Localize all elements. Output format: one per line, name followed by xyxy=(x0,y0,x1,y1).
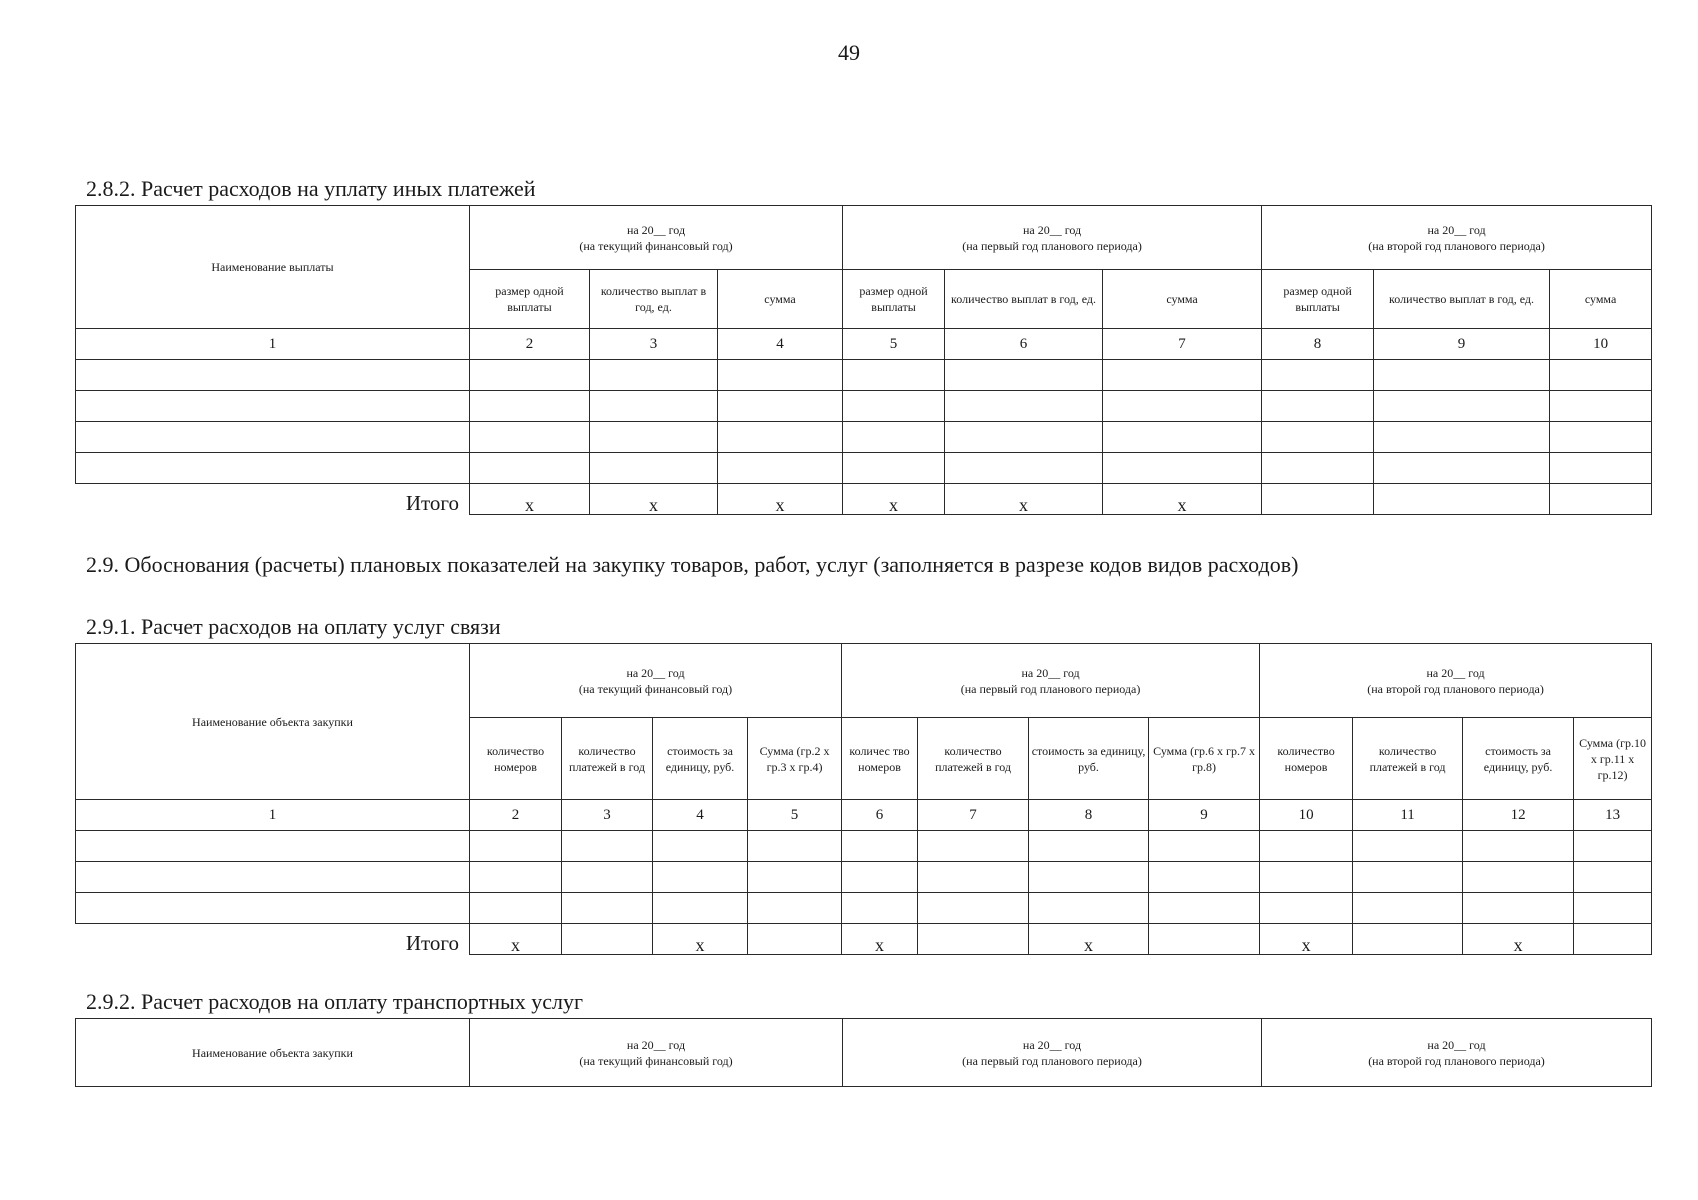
empty-cell[interactable] xyxy=(945,453,1103,484)
column-number: 13 xyxy=(1574,800,1652,831)
empty-cell[interactable] xyxy=(1149,862,1260,893)
total-row xyxy=(76,484,1652,515)
total-cell: x xyxy=(1260,924,1353,955)
total-cell: x xyxy=(1029,924,1149,955)
empty-cell[interactable] xyxy=(562,893,653,924)
empty-cell[interactable] xyxy=(470,893,562,924)
empty-cell[interactable] xyxy=(718,360,843,391)
column-number: 6 xyxy=(842,800,918,831)
empty-cell[interactable] xyxy=(653,893,748,924)
empty-cell[interactable] xyxy=(1029,862,1149,893)
total-cell: x xyxy=(945,484,1103,515)
table-transport-services xyxy=(75,1018,1652,1087)
total-row xyxy=(76,924,1652,955)
empty-cell[interactable] xyxy=(1353,893,1463,924)
empty-cell[interactable] xyxy=(748,893,842,924)
column-number: 1 xyxy=(76,329,470,360)
total-cell: x xyxy=(1103,484,1262,515)
empty-cell[interactable] xyxy=(1550,422,1652,453)
empty-cell[interactable] xyxy=(1029,893,1149,924)
empty-cell[interactable] xyxy=(1262,391,1374,422)
table-row xyxy=(76,360,1652,391)
column-number: 5 xyxy=(748,800,842,831)
empty-cell[interactable] xyxy=(470,453,590,484)
section-title-2-9-1: 2.9.1. Расчет расходов на оплату услуг связи xyxy=(86,614,501,639)
empty-cell[interactable] xyxy=(76,360,470,391)
header-object-name: Наименование объекта закупки xyxy=(76,1019,470,1087)
page-number: 49 xyxy=(838,40,860,65)
empty-cell[interactable] xyxy=(1550,360,1652,391)
column-number: 2 xyxy=(470,329,590,360)
total-cell: x xyxy=(1463,924,1574,955)
subheader-cell: количество номеров xyxy=(1260,718,1353,800)
header-period-current: на 20__ год (на текущий финансовый год) xyxy=(470,644,842,718)
column-number: 10 xyxy=(1260,800,1353,831)
empty-cell[interactable] xyxy=(1262,422,1374,453)
column-number: 6 xyxy=(945,329,1103,360)
total-cell[interactable] xyxy=(1550,484,1652,515)
total-cell[interactable] xyxy=(1374,484,1550,515)
empty-cell[interactable] xyxy=(470,422,590,453)
total-cell: x xyxy=(590,484,718,515)
empty-cell[interactable] xyxy=(1260,893,1353,924)
empty-cell[interactable] xyxy=(843,360,945,391)
subheader-cell: сумма xyxy=(718,270,843,329)
column-number: 3 xyxy=(562,800,653,831)
total-cell[interactable] xyxy=(562,924,653,955)
empty-cell[interactable] xyxy=(76,453,470,484)
total-cell[interactable] xyxy=(1149,924,1260,955)
empty-cell[interactable] xyxy=(842,831,918,862)
empty-cell[interactable] xyxy=(1574,831,1652,862)
empty-cell[interactable] xyxy=(562,862,653,893)
empty-cell[interactable] xyxy=(842,862,918,893)
total-cell: x xyxy=(842,924,918,955)
header-period-first: на 20__ год (на первый год планового периода) xyxy=(842,644,1260,718)
subheader-cell: количество платежей в год xyxy=(918,718,1029,800)
empty-cell[interactable] xyxy=(1353,862,1463,893)
table-communication-services xyxy=(75,643,1652,955)
subheader-cell: стоимость за единицу, руб. xyxy=(653,718,748,800)
subheader-cell: стоимость за единицу, руб. xyxy=(1029,718,1149,800)
column-number: 8 xyxy=(1262,329,1374,360)
empty-cell[interactable] xyxy=(1374,391,1550,422)
empty-cell[interactable] xyxy=(843,391,945,422)
subheader-cell: количество платежей в год xyxy=(562,718,653,800)
total-label: Итого xyxy=(76,924,470,955)
subheader-cell: количество номеров xyxy=(470,718,562,800)
section-title-2-9-2: 2.9.2. Расчет расходов на оплату транспортных услуг xyxy=(86,989,584,1014)
empty-cell[interactable] xyxy=(1103,360,1262,391)
empty-cell[interactable] xyxy=(590,422,718,453)
empty-cell[interactable] xyxy=(1149,831,1260,862)
empty-cell[interactable] xyxy=(1260,862,1353,893)
header-payment-name: Наименование выплаты xyxy=(76,206,470,329)
empty-cell[interactable] xyxy=(718,422,843,453)
table-row xyxy=(76,862,1652,893)
subheader-cell: стоимость за единицу, руб. xyxy=(1463,718,1574,800)
empty-cell[interactable] xyxy=(1103,453,1262,484)
empty-cell[interactable] xyxy=(1550,453,1652,484)
table-row xyxy=(76,893,1652,924)
empty-cell[interactable] xyxy=(1262,360,1374,391)
header-period-second: на 20__ год (на второй год планового периода) xyxy=(1262,1019,1652,1087)
column-number: 8 xyxy=(1029,800,1149,831)
total-label: Итого xyxy=(76,484,470,515)
subheader-cell: сумма xyxy=(1103,270,1262,329)
empty-cell[interactable] xyxy=(590,391,718,422)
total-cell: x xyxy=(470,484,590,515)
empty-cell[interactable] xyxy=(76,831,470,862)
empty-cell[interactable] xyxy=(945,360,1103,391)
table-row xyxy=(76,422,1652,453)
column-number: 5 xyxy=(843,329,945,360)
empty-cell[interactable] xyxy=(653,862,748,893)
section-title-2-8-2: 2.8.2. Расчет расходов на уплату иных платежей xyxy=(86,176,536,201)
empty-cell[interactable] xyxy=(718,391,843,422)
empty-cell[interactable] xyxy=(590,360,718,391)
empty-cell[interactable] xyxy=(1353,831,1463,862)
empty-cell[interactable] xyxy=(1260,831,1353,862)
column-number: 11 xyxy=(1353,800,1463,831)
empty-cell[interactable] xyxy=(945,422,1103,453)
empty-cell[interactable] xyxy=(76,391,470,422)
subheader-cell: количество выплат в год, ед. xyxy=(1374,270,1550,329)
total-cell[interactable] xyxy=(1353,924,1463,955)
subheader-cell: размер одной выплаты xyxy=(1262,270,1374,329)
empty-cell[interactable] xyxy=(1029,831,1149,862)
empty-cell[interactable] xyxy=(76,422,470,453)
header-period-second: на 20__ год (на второй год планового периода) xyxy=(1262,206,1652,270)
empty-cell[interactable] xyxy=(1374,453,1550,484)
total-cell: x xyxy=(843,484,945,515)
empty-cell[interactable] xyxy=(718,453,843,484)
column-number: 12 xyxy=(1463,800,1574,831)
total-cell: x xyxy=(718,484,843,515)
empty-cell[interactable] xyxy=(1374,360,1550,391)
column-number: 1 xyxy=(76,800,470,831)
column-number: 7 xyxy=(1103,329,1262,360)
empty-cell[interactable] xyxy=(842,893,918,924)
empty-cell[interactable] xyxy=(1574,862,1652,893)
empty-cell[interactable] xyxy=(76,893,470,924)
column-number: 4 xyxy=(718,329,843,360)
table-row xyxy=(76,391,1652,422)
total-cell[interactable] xyxy=(918,924,1029,955)
empty-cell[interactable] xyxy=(918,831,1029,862)
empty-cell[interactable] xyxy=(1103,422,1262,453)
total-cell[interactable] xyxy=(748,924,842,955)
total-cell[interactable] xyxy=(1574,924,1652,955)
total-cell[interactable] xyxy=(1262,484,1374,515)
empty-cell[interactable] xyxy=(918,893,1029,924)
empty-cell[interactable] xyxy=(843,422,945,453)
header-object-name: Наименование объекта закупки xyxy=(76,644,470,800)
header-period-first: на 20__ год (на первый год планового периода) xyxy=(843,206,1262,270)
header-period-first: на 20__ год (на первый год планового периода) xyxy=(843,1019,1262,1087)
total-cell: x xyxy=(470,924,562,955)
empty-cell[interactable] xyxy=(843,453,945,484)
column-number: 9 xyxy=(1149,800,1260,831)
empty-cell[interactable] xyxy=(945,391,1103,422)
subheader-cell: сумма xyxy=(1550,270,1652,329)
section-title-2-9: 2.9. Обоснования (расчеты) плановых показателей на закупку товаров, работ, услуг (заполняется в разрезе кодов видов расходов) xyxy=(86,552,1299,577)
subheader-cell: Сумма (гр.6 х гр.7 х гр.8) xyxy=(1149,718,1260,800)
table-row xyxy=(76,453,1652,484)
subheader-cell: размер одной выплаты xyxy=(470,270,590,329)
empty-cell[interactable] xyxy=(748,831,842,862)
empty-cell[interactable] xyxy=(1463,831,1574,862)
header-period-current: на 20__ год (на текущий финансовый год) xyxy=(470,1019,843,1087)
empty-cell[interactable] xyxy=(1463,862,1574,893)
table-row xyxy=(76,831,1652,862)
subheader-cell: Сумма (гр.2 х гр.3 х гр.4) xyxy=(748,718,842,800)
empty-cell[interactable] xyxy=(470,391,590,422)
table-other-payments xyxy=(75,205,1652,515)
empty-cell[interactable] xyxy=(1262,453,1374,484)
empty-cell[interactable] xyxy=(470,360,590,391)
empty-cell[interactable] xyxy=(653,831,748,862)
header-period-second: на 20__ год (на второй год планового периода) xyxy=(1260,644,1652,718)
empty-cell[interactable] xyxy=(1574,893,1652,924)
empty-cell[interactable] xyxy=(1550,391,1652,422)
subheader-cell: количество выплат в год, ед. xyxy=(590,270,718,329)
subheader-cell: размер одной выплаты xyxy=(843,270,945,329)
empty-cell[interactable] xyxy=(1103,391,1262,422)
subheader-cell: количество выплат в год, ед. xyxy=(945,270,1103,329)
column-number: 2 xyxy=(470,800,562,831)
empty-cell[interactable] xyxy=(470,862,562,893)
column-number: 7 xyxy=(918,800,1029,831)
empty-cell[interactable] xyxy=(748,862,842,893)
column-number: 10 xyxy=(1550,329,1652,360)
empty-cell[interactable] xyxy=(470,831,562,862)
total-cell: x xyxy=(653,924,748,955)
subheader-cell: Сумма (гр.10 х гр.11 х гр.12) xyxy=(1574,718,1652,800)
empty-cell[interactable] xyxy=(1149,893,1260,924)
empty-cell[interactable] xyxy=(1463,893,1574,924)
empty-cell[interactable] xyxy=(918,862,1029,893)
column-number: 3 xyxy=(590,329,718,360)
subheader-cell: количес тво номеров xyxy=(842,718,918,800)
empty-cell[interactable] xyxy=(76,862,470,893)
column-number: 4 xyxy=(653,800,748,831)
header-period-current: на 20__ год (на текущий финансовый год) xyxy=(470,206,843,270)
subheader-cell: количество платежей в год xyxy=(1353,718,1463,800)
empty-cell[interactable] xyxy=(1374,422,1550,453)
empty-cell[interactable] xyxy=(562,831,653,862)
empty-cell[interactable] xyxy=(590,453,718,484)
column-number: 9 xyxy=(1374,329,1550,360)
